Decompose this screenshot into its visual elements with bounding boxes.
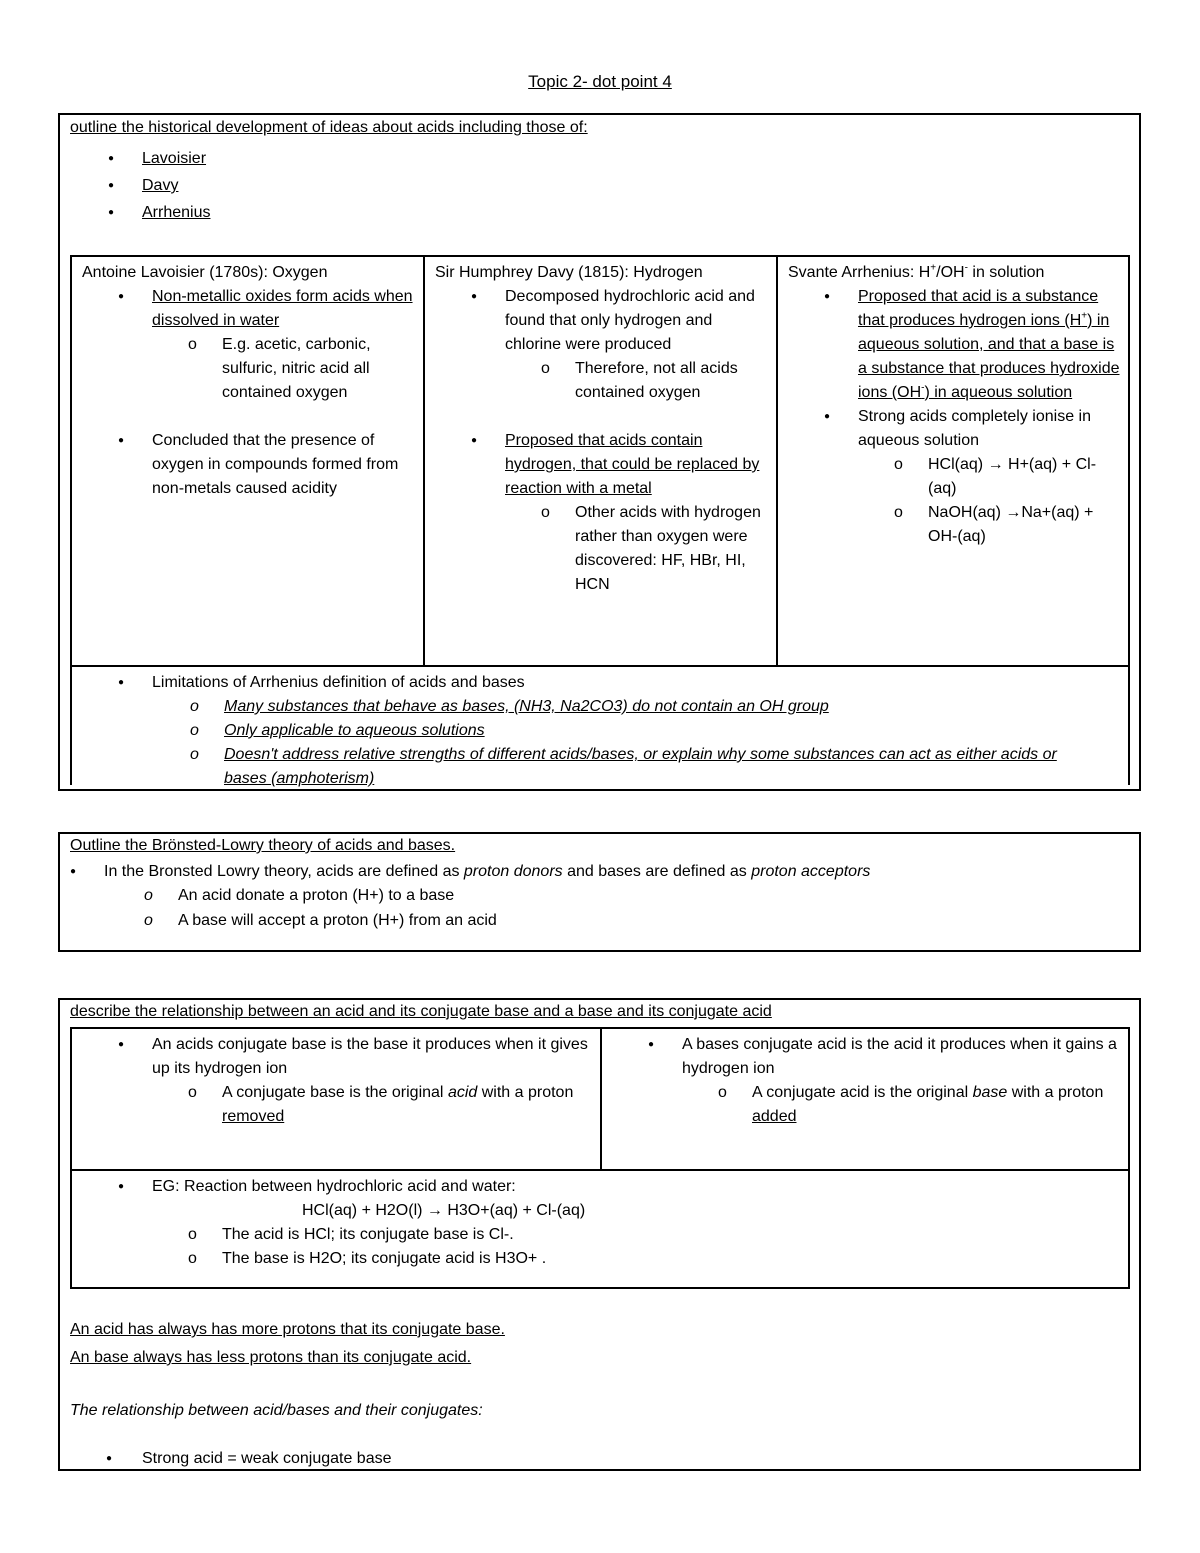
- davy-header: Sir Humphrey Davy (1815): Hydrogen: [435, 264, 703, 281]
- sub-item: o Therefore, not all acids contained oxygen: [541, 357, 766, 405]
- conjugate-section: [58, 998, 1141, 1471]
- lavoisier-header: Antoine Lavoisier (1780s): Oxygen: [82, 264, 328, 281]
- section3-heading: describe the relationship between an acid and its conjugate base and a base and its conjugate acid: [70, 1003, 772, 1020]
- conjugate-base-cell: [72, 1029, 600, 1133]
- sub-item: o The acid is HCl; its conjugate base is Cl-.: [188, 1223, 1120, 1247]
- equation-hcl: [894, 453, 1124, 501]
- conjugate-rule-2: An base always has less protons than its conjugate acid.: [70, 1349, 472, 1366]
- sub-item: o E.g. acetic, carbonic, sulfuric, nitric acid all contained oxygen: [188, 333, 413, 405]
- list-item: ● Davy: [108, 172, 210, 199]
- list-item: ● Strong acids completely ionise in aqueous solution: [824, 405, 1124, 453]
- page-title: Topic 2- dot point 4: [528, 72, 672, 91]
- list-item: ● Decomposed hydrochloric acid and found that only hydrogen and chlorine were produced: [471, 285, 766, 357]
- list-item: ● Non-metallic oxides form acids when dissolved in water: [118, 285, 413, 333]
- example-cell: [72, 1171, 1130, 1275]
- davy-cell: [425, 257, 776, 601]
- list-item: ● Limitations of Arrhenius definition of acids and bases: [118, 671, 1120, 695]
- list-item: ● Proposed that acid is a substance that produces hydrogen ions (H+) in aqueous solution, and that a base is a substance that produces hydroxide ions (OH-) in aqueous solution: [824, 285, 1124, 405]
- sub-item: o A conjugate base is the original acid with a proton removed: [188, 1081, 590, 1129]
- limitations-cell: [72, 667, 1130, 795]
- equation-text: HCl(aq) → H+(aq) + Cl-(aq): [928, 456, 1097, 497]
- bullet-icon: ●: [70, 866, 77, 877]
- sub-item: o Other acids with hydrogen rather than oxygen were discovered: HF, HBr, HI, HCN: [541, 501, 765, 597]
- conjugate-acid-cell: [602, 1029, 1130, 1133]
- relationship-intro: The relationship between acid/bases and their conjugates:: [70, 1402, 483, 1419]
- list-item: ● Concluded that the presence of oxygen in compounds formed from non-metals caused acidity: [118, 429, 413, 501]
- list-item: ● Arrhenius: [108, 199, 210, 226]
- scientist-table: [70, 255, 1130, 785]
- list-item: ● EG: Reaction between hydrochloric acid and water:: [118, 1175, 1120, 1199]
- example-equation: HCl(aq) + H2O(l) → H3O+(aq) + Cl-(aq): [302, 1202, 586, 1219]
- bronsted-section: [58, 832, 1141, 952]
- historical-section: [58, 113, 1141, 791]
- bronsted-definition: ● In the Bronsted Lowry theory, acids are defined as proton donors and bases are defined as proton acceptors: [70, 860, 870, 884]
- sub-item: o A base will accept a proton (H+) from an acid: [144, 909, 497, 933]
- limitation-item: o Doesn't address relative strengths of different acids/bases, or explain why some substances can act as either acids or bases (amphoterism): [190, 743, 1094, 791]
- list-item: ● An acids conjugate base is the base it produces when it gives up its hydrogen ion: [118, 1033, 590, 1081]
- limitation-item: o Many substances that behave as bases, (NH3, Na2CO3) do not contain an OH group: [190, 695, 1120, 719]
- conjugate-rule-1: An acid has always has more protons that its conjugate base.: [70, 1321, 505, 1338]
- arrhenius-cell: [778, 257, 1130, 553]
- lavoisier-cell: [72, 257, 423, 505]
- section2-heading: Outline the Brönsted-Lowry theory of acids and bases.: [70, 837, 456, 854]
- limitation-item: o Only applicable to aqueous solutions: [190, 719, 1120, 743]
- list-item: ● Proposed that acids contain hydrogen, that could be replaced by reaction with a metal: [471, 429, 766, 501]
- list-item: ● Lavoisier: [108, 145, 210, 172]
- equation-text: NaOH(aq) →Na+(aq) + OH-(aq): [928, 504, 1094, 545]
- sub-item: o An acid donate a proton (H+) to a base: [144, 884, 454, 908]
- section1-heading: outline the historical development of ideas about acids including those of:: [70, 119, 588, 136]
- arrhenius-header: Svante Arrhenius: H+/OH- in solution: [788, 262, 1045, 281]
- sub-item: o A conjugate acid is the original base with a proton added: [718, 1081, 1120, 1129]
- conjugate-table: [70, 1027, 1130, 1289]
- strong-acid-item: ● Strong acid = weak conjugate base: [106, 1447, 392, 1471]
- sub-item: o The base is H2O; its conjugate acid is H3O+ .: [188, 1247, 1120, 1271]
- bullet-icon: ●: [106, 1453, 113, 1464]
- list-item: ● A bases conjugate acid is the acid it produces when it gains a hydrogen ion: [648, 1033, 1120, 1081]
- scientist-list: [108, 145, 210, 226]
- equation-naoh: [894, 501, 1124, 549]
